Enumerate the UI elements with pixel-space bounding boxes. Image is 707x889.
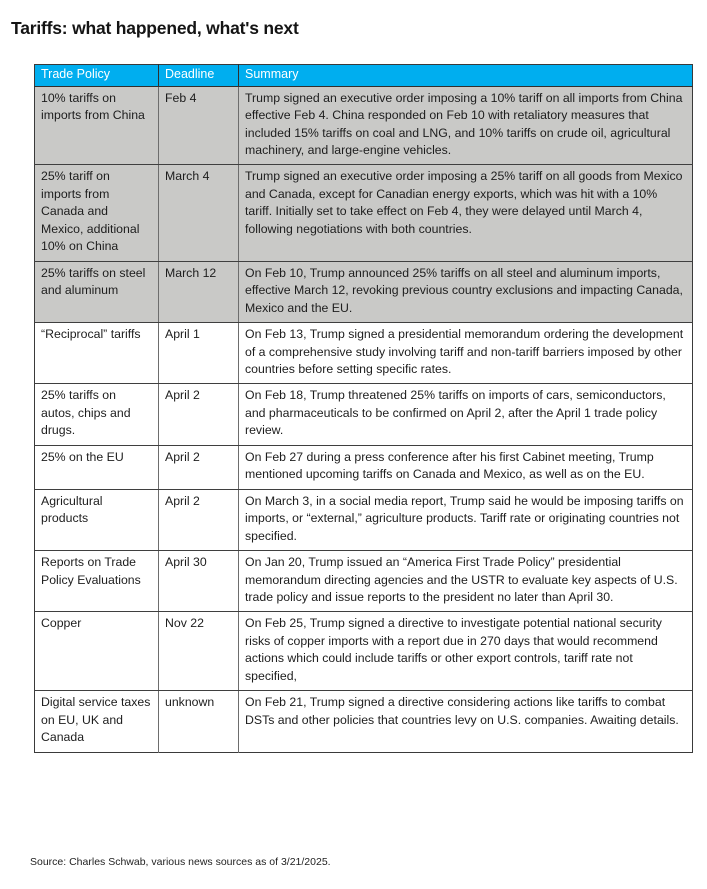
page-title: Tariffs: what happened, what's next	[11, 17, 299, 38]
cell-deadline: March 12	[159, 261, 239, 322]
cell-summary: Trump signed an executive order imposing a 25% tariff on all goods from Mexico and Canada, except for Canadian energy exports, which was hit with a 10% tariff. Initially set to take effect on Feb 4, they were delayed until March 4, following negotiations with both countries.	[239, 165, 693, 261]
cell-deadline: April 2	[159, 445, 239, 489]
tariff-table	[34, 64, 693, 753]
cell-summary: On Feb 10, Trump announced 25% tariffs on all steel and aluminum imports, effective March 12, revoking previous country exclusions and impacting Canada, Mexico and the EU.	[239, 261, 693, 322]
cell-deadline: March 4	[159, 165, 239, 261]
cell-deadline: April 2	[159, 489, 239, 550]
table-row	[35, 86, 693, 165]
table-row	[35, 261, 693, 322]
cell-policy: Digital service taxes on EU, UK and Canada	[35, 691, 159, 752]
cell-summary: On Jan 20, Trump issued an “America First Trade Policy” presidential memorandum directing agencies and the USTR to evaluate key aspects of U.S. trade policy and issue reports to the president no later than April 30.	[239, 551, 693, 612]
table-row	[35, 691, 693, 752]
cell-policy: 25% tariff on imports from Canada and Mexico, additional 10% on China	[35, 165, 159, 261]
cell-deadline: Feb 4	[159, 86, 239, 165]
table-row	[35, 551, 693, 612]
cell-summary: On Feb 27 during a press conference after his first Cabinet meeting, Trump mentioned upcoming tariffs on Canada and Mexico, as well as on the EU.	[239, 445, 693, 489]
cell-summary: On Feb 18, Trump threatened 25% tariffs on imports of cars, semiconductors, and pharmaceuticals to be confirmed on April 2, after the April 1 trade policy review.	[239, 384, 693, 445]
cell-summary: On March 3, in a social media report, Trump said he would be imposing tariffs on imports, or “external,” agriculture products. Tariff rate or originating countries not specified.	[239, 489, 693, 550]
cell-policy: Agricultural products	[35, 489, 159, 550]
cell-deadline: April 1	[159, 323, 239, 384]
cell-deadline: April 2	[159, 384, 239, 445]
cell-policy: “Reciprocal” tariffs	[35, 323, 159, 384]
column-header-trade-policy: Trade Policy	[35, 65, 159, 87]
table-row	[35, 489, 693, 550]
table-row	[35, 165, 693, 261]
table-header-row	[35, 65, 693, 87]
cell-policy: 10% tariffs on imports from China	[35, 86, 159, 165]
source-note: Source: Charles Schwab, various news sources as of 3/21/2025.	[30, 856, 331, 868]
table-row	[35, 445, 693, 489]
cell-policy: 25% tariffs on steel and aluminum	[35, 261, 159, 322]
cell-deadline: Nov 22	[159, 612, 239, 691]
table-row	[35, 612, 693, 691]
table-header	[35, 65, 693, 87]
cell-summary: On Feb 13, Trump signed a presidential memorandum ordering the development of a comprehensive study involving tariff and non-tariff barriers imposed by other countries before setting specific rates.	[239, 323, 693, 384]
cell-policy: 25% tariffs on autos, chips and drugs.	[35, 384, 159, 445]
cell-summary: On Feb 21, Trump signed a directive considering actions like tariffs to combat DSTs and other policies that countries levy on U.S. companies. Awaiting details.	[239, 691, 693, 752]
table-row	[35, 323, 693, 384]
column-header-deadline: Deadline	[159, 65, 239, 87]
cell-deadline: April 30	[159, 551, 239, 612]
column-header-summary: Summary	[239, 65, 693, 87]
table-body	[35, 86, 693, 752]
tariff-table-container	[34, 64, 692, 753]
cell-policy: Copper	[35, 612, 159, 691]
table-row	[35, 384, 693, 445]
cell-summary: Trump signed an executive order imposing a 10% tariff on all imports from China effective Feb 4. China responded on Feb 10 with retaliatory measures that included 15% tariffs on coal and LNG, and 10% tariffs on crude oil, agricultural machinery, and large-engine vehicles.	[239, 86, 693, 165]
cell-policy: 25% on the EU	[35, 445, 159, 489]
cell-policy: Reports on Trade Policy Evaluations	[35, 551, 159, 612]
cell-summary: On Feb 25, Trump signed a directive to investigate potential national security risks of copper imports with a report due in 270 days that would recommend actions which could include tariffs or other export controls, tariff rate not specified,	[239, 612, 693, 691]
cell-deadline: unknown	[159, 691, 239, 752]
